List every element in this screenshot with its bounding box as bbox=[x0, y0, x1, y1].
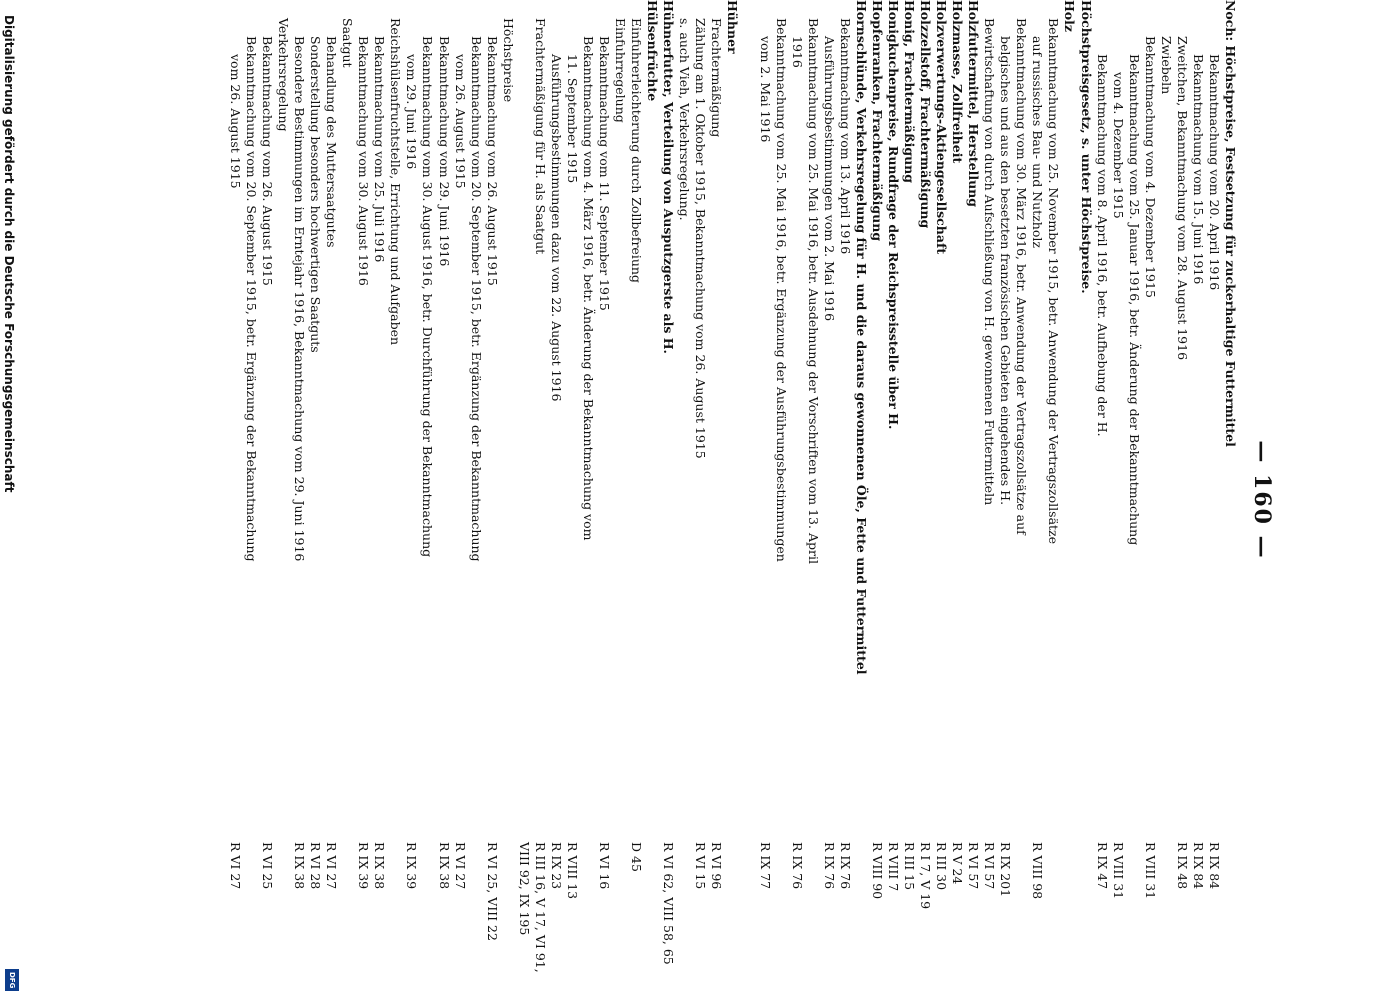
index-entry bbox=[676, 0, 692, 830]
entry-text: Zwiebeln bbox=[1158, 36, 1174, 95]
entry-reference: R IX 76 bbox=[821, 842, 837, 890]
entry-reference: R VIII 13 bbox=[564, 842, 580, 900]
entry-reference: R VIII 31 bbox=[1142, 842, 1158, 900]
entry-text: Bekanntmachung vom 25. Juli 1916 bbox=[372, 36, 388, 263]
index-entry bbox=[789, 0, 805, 890]
index-entry bbox=[1045, 0, 1061, 830]
entry-reference: R V 24 bbox=[950, 842, 966, 885]
funding-sidebar bbox=[2, 0, 22, 1000]
entry-text: s. auch Vieh, Verkehrsregelung. bbox=[677, 18, 693, 221]
entry-reference: R IX 77 bbox=[757, 842, 773, 890]
index-entry bbox=[660, 0, 677, 965]
entry-text: Höchstpreisgesetz, s. unter Höchstpreise. bbox=[1078, 0, 1094, 294]
entry-text: Bekanntmachung vom 11. September 1915 bbox=[597, 36, 613, 311]
index-entry bbox=[869, 0, 885, 900]
entry-text: Verkehrsregelung bbox=[276, 18, 292, 132]
entry-text: Einfuhrerleichterung durch Zollbefreiung bbox=[629, 18, 645, 283]
entry-reference: R VI 62, VIII 58, 65 bbox=[661, 842, 677, 965]
entry-text: Frachtermäßigung für H. als Saatgut bbox=[532, 18, 548, 255]
index-entry bbox=[307, 0, 324, 890]
index-entry bbox=[548, 0, 564, 890]
entry-text: Bekanntmachung vom 30. August 1916 bbox=[356, 36, 372, 286]
entry-reference: R VI 25, VIII 22 bbox=[484, 842, 500, 941]
entry-text: Hühner bbox=[725, 0, 741, 54]
index-entry bbox=[917, 0, 934, 910]
index-entry bbox=[516, 0, 532, 936]
entry-text: Behandlung des Muttersaatgutes bbox=[324, 36, 340, 248]
index-entry bbox=[821, 0, 837, 890]
entry-text: vom 4. Dezember 1915 bbox=[1110, 72, 1126, 219]
entry-text: Bewirtschaftung von durch Aufschließung von H. gewonnenen Futtermitteln bbox=[982, 18, 998, 506]
entry-text: 1916 bbox=[789, 36, 805, 68]
index-entry bbox=[596, 0, 613, 890]
entry-text: Hornschlünde, Verkehrsregelung für H. und die daraus gewonnenen Öle, Fette und Futtermittel bbox=[853, 0, 869, 675]
index-entry bbox=[387, 0, 403, 830]
entry-text: Bekanntmachung vom 26. August 1915 bbox=[484, 36, 500, 286]
entry-text: belgisches und aus den besetzten französischen Gebieten eingehendes H. bbox=[998, 36, 1014, 506]
entry-text: Hopfenranken, Frachtermäßigung bbox=[869, 0, 885, 242]
entry-reference: R III 16, V 17, VI 91, bbox=[532, 842, 548, 973]
index-entry bbox=[580, 0, 596, 830]
index-entry bbox=[291, 0, 308, 890]
index-entry bbox=[1174, 0, 1190, 890]
index-entry bbox=[1110, 0, 1126, 900]
entry-text: Noch: Höchstpreise, Festsetzung für zuckerhaltige Futtermittel bbox=[1223, 0, 1238, 447]
index-entry bbox=[885, 0, 901, 892]
index-entry bbox=[339, 0, 355, 830]
index-entry bbox=[1094, 0, 1110, 890]
entry-reference: R VIII 7 bbox=[885, 842, 901, 892]
entry-text: Bekanntmachung vom 25. Mai 1916, betr. Ausdehnung der Vorschriften vom 13. April bbox=[805, 18, 821, 564]
index-entry bbox=[837, 0, 853, 890]
entry-reference: R VI 27 bbox=[227, 842, 243, 890]
index-entry bbox=[452, 0, 468, 890]
entry-text: vom 26. August 1915 bbox=[452, 54, 468, 189]
entry-text: Bekanntmachung vom 13. April 1916 bbox=[837, 18, 853, 255]
entry-text: Ausführungsbestimmungen vom 2. Mai 1916 bbox=[821, 36, 837, 322]
entry-text: Bekanntmachung vom 20. September 1915, betr. Ergänzung der Bekanntmachung bbox=[468, 36, 484, 562]
entry-text: Honigkuchenpreise, Rundfrage der Reichspreisstelle über H. bbox=[885, 0, 901, 430]
index-entry bbox=[243, 0, 259, 830]
entry-text: Hühnerfutter, Verteilung von Ausputzgerste als H. bbox=[661, 0, 677, 354]
index-entry bbox=[997, 0, 1014, 898]
entry-text: Zweitchen, Bekanntmachung vom 28. August 1916 bbox=[1174, 36, 1190, 361]
entry-text: Reichshülsenfruchtstelle, Errichtung und Aufgaben bbox=[388, 18, 404, 346]
entry-reference: R IX 23 bbox=[548, 842, 564, 890]
entry-text: Bekanntmachung vom 25. Mai 1916, betr. Ergänzung der Ausführungsbestimmungen bbox=[773, 18, 789, 562]
entry-text: Bekanntmachung vom 25. November 1915, betr. Anwendung der Vertragszollsätze bbox=[1046, 18, 1062, 545]
entry-text: Bekanntmachung vom 4. Dezember 1915 bbox=[1142, 36, 1158, 298]
index-entry bbox=[901, 0, 917, 891]
index-entry bbox=[468, 0, 484, 830]
entry-reference: R VI 27 bbox=[452, 842, 468, 890]
entry-reference: R IX 84 bbox=[1190, 842, 1206, 890]
index-entry bbox=[981, 0, 998, 890]
index-entry bbox=[724, 0, 740, 830]
index-entry bbox=[708, 0, 725, 890]
entry-text: Einfuhrregelung bbox=[613, 18, 629, 123]
entry-text: Bekanntmachung vom 15. Juni 1916 bbox=[1190, 54, 1206, 285]
entry-reference: R IX 47 bbox=[1094, 842, 1110, 890]
entry-reference: R VI 96 bbox=[709, 842, 725, 890]
entry-text: Honig, Frachtermäßigung bbox=[902, 0, 917, 184]
entry-text: Bekanntmachung vom 4. März 1916, betr. Änderung der Bekanntmachung vom bbox=[581, 36, 596, 541]
index-entry bbox=[1029, 0, 1046, 900]
dfg-logo-icon: DFG bbox=[5, 969, 19, 991]
index-entry bbox=[612, 0, 628, 830]
entry-reference: R VI 57 bbox=[966, 842, 982, 890]
entry-text: Bekanntmachung vom 30. März 1916, betr. Anwendung der Vertragszollsätze auf bbox=[1014, 18, 1030, 535]
entry-text: Holzfuttermittel, Herstellung bbox=[966, 0, 982, 208]
index-entry bbox=[805, 0, 821, 830]
index-entry bbox=[1078, 0, 1094, 830]
index-entry bbox=[484, 0, 500, 941]
entry-reference: R VI 16 bbox=[597, 842, 613, 890]
entry-text: Bekanntmachung vom 26. August 1915 bbox=[260, 36, 275, 286]
entry-reference: R VI 25 bbox=[260, 842, 275, 890]
index-entry bbox=[757, 0, 773, 890]
entry-reference: R III 15 bbox=[902, 842, 917, 891]
entry-reference: R IX 76 bbox=[837, 842, 853, 890]
index-entry bbox=[1062, 0, 1078, 830]
index-entry bbox=[692, 0, 709, 890]
index-entry bbox=[1126, 0, 1142, 830]
entry-text: vom 29. Juni 1916 bbox=[404, 54, 420, 170]
entry-reference: R IX 39 bbox=[356, 842, 372, 890]
entry-text: vom 26. August 1915 bbox=[227, 54, 243, 189]
index-entry bbox=[1158, 0, 1174, 830]
index-entry bbox=[1222, 0, 1238, 830]
entry-reference: R IX 38 bbox=[292, 842, 308, 890]
entry-text: Bekanntmachung vom 29. Juni 1916 bbox=[436, 36, 452, 267]
entry-reference: R VI 28 bbox=[308, 842, 324, 890]
entry-reference: R IX 84 bbox=[1206, 842, 1222, 890]
entry-text: Zählung am 1. Oktober 1915, Bekanntmachung vom 26. August 1915 bbox=[693, 18, 709, 459]
index-entry bbox=[436, 0, 452, 890]
rotated-index-page bbox=[150, 0, 1283, 1000]
entry-text: Bekanntmachung vom 25. Januar 1916, betr. Änderung der Bekanntmachung bbox=[1126, 54, 1142, 546]
entry-text: Besondere Bestimmungen im Erntejahr 1916, Bekanntmachung vom 29. Juni 1916 bbox=[292, 36, 308, 562]
entry-reference: R VI 15 bbox=[693, 842, 709, 890]
entry-reference: R VIII 98 bbox=[1030, 842, 1046, 900]
entry-reference: R I 7, V 19 bbox=[918, 842, 934, 910]
index-entry bbox=[1190, 0, 1206, 890]
index-entry bbox=[644, 0, 660, 830]
entry-text: 11. September 1915 bbox=[564, 54, 580, 184]
entry-reference: VIII 92, IX 195 bbox=[516, 842, 532, 936]
page-number: — 160 — bbox=[1249, 440, 1275, 560]
index-entry bbox=[1206, 0, 1222, 890]
index-entry bbox=[773, 0, 789, 830]
index-entry bbox=[965, 0, 982, 890]
entry-text: Holz bbox=[1062, 0, 1078, 32]
entry-text: Saatgut bbox=[340, 18, 356, 68]
entry-reference: R VIII 90 bbox=[869, 842, 885, 900]
index-entry bbox=[933, 0, 950, 891]
entry-text: Bekanntmachung vom 20. April 1916 bbox=[1206, 54, 1222, 291]
entry-text: vom 2. Mai 1916 bbox=[757, 36, 773, 143]
entry-text: Frachtermäßigung bbox=[709, 18, 725, 138]
funding-note: Digitalisierung gefördert durch die Deutsche Forschungsgemeinschaft bbox=[2, 15, 16, 493]
entry-text: Holzverwertungs-Aktiengesellschaft bbox=[934, 0, 950, 255]
entry-text: Bekanntmachung vom 20. September 1915, betr. Ergänzung der Bekanntmachung bbox=[243, 36, 259, 562]
index-entry bbox=[323, 0, 340, 890]
index-entry bbox=[259, 0, 275, 890]
index-entry bbox=[1142, 0, 1158, 900]
entry-text: Hülsenfrüchte bbox=[645, 0, 661, 102]
entry-reference: D 45 bbox=[629, 842, 645, 872]
index-entry bbox=[500, 0, 516, 830]
index-entry bbox=[227, 0, 243, 890]
entry-reference: R IX 38 bbox=[372, 842, 388, 890]
entry-reference: R III 30 bbox=[934, 842, 950, 891]
entry-text: Bekanntmachung vom 30. August 1916, betr. Durchführung der Bekanntmachung bbox=[420, 36, 436, 558]
entry-reference: R IX 76 bbox=[789, 842, 805, 890]
entry-text: Sonderstellung besonders hochwertigen Saatguts bbox=[308, 36, 324, 353]
index-entry bbox=[532, 0, 548, 973]
entry-text: Holzmasse, Zollfreiheit bbox=[950, 0, 966, 164]
entry-text: Holzzellstoff, Frachtermäßigung bbox=[918, 0, 934, 229]
entry-reference: R IX 39 bbox=[404, 842, 420, 890]
entry-reference: R VI 57 bbox=[982, 842, 998, 890]
index-entry bbox=[1013, 0, 1029, 830]
entry-text: auf russisches Bau- und Nutzholz bbox=[1030, 36, 1046, 248]
index-entry bbox=[403, 0, 420, 890]
entry-reference: R IX 48 bbox=[1174, 842, 1190, 890]
entry-reference: R IX 201 bbox=[998, 842, 1014, 898]
index-entry bbox=[628, 0, 645, 872]
index-entry bbox=[371, 0, 388, 890]
index-entry bbox=[355, 0, 372, 890]
index-entry bbox=[420, 0, 436, 830]
index-entry bbox=[275, 0, 291, 830]
index-entry bbox=[741, 0, 757, 830]
entry-reference: R VIII 31 bbox=[1110, 842, 1126, 900]
entry-text: Bekanntmachung vom 8. April 1916, betr. Aufhebung der H. bbox=[1094, 54, 1110, 437]
index-entry bbox=[564, 0, 580, 900]
entry-text: Höchstpreise bbox=[500, 18, 516, 103]
index-entry bbox=[853, 0, 869, 830]
index-entry bbox=[949, 0, 966, 885]
entry-reference: R IX 38 bbox=[436, 842, 452, 890]
entry-text: Ausführungsbestimmungen dazu vom 22. August 1916 bbox=[548, 54, 564, 402]
entry-reference: R VI 27 bbox=[324, 842, 340, 890]
